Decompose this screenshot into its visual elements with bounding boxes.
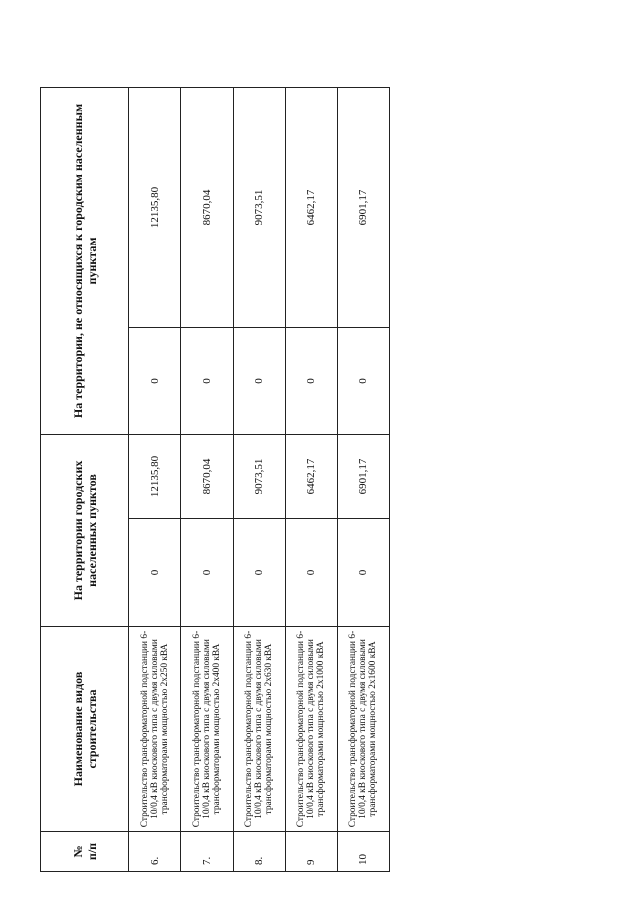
urban-value-b: 8670,04 <box>181 434 233 518</box>
row-number: 8. <box>233 832 285 872</box>
construction-cost-table <box>40 87 390 872</box>
row-number: 9 <box>285 832 337 872</box>
table-row <box>129 87 181 871</box>
table-body <box>41 87 390 871</box>
rural-value-a: 0 <box>181 327 233 434</box>
rural-value-b: 6901,17 <box>337 87 389 327</box>
rural-value-b: 9073,51 <box>233 87 285 327</box>
urban-value-b: 6901,17 <box>337 434 389 518</box>
row-number: 6. <box>129 832 181 872</box>
rural-value-b: 8670,04 <box>181 87 233 327</box>
construction-type-name: Строительство трансформаторной подстанции 6-10/0,4 кВ киоскового типа с двумя силовыми трансформаторами мощностью 2х400 кВА <box>181 627 233 832</box>
rural-value-a: 0 <box>337 327 389 434</box>
rotated-page <box>40 88 390 872</box>
urban-value-a: 0 <box>181 519 233 627</box>
urban-value-b: 12135,80 <box>129 434 181 518</box>
rural-value-a: 0 <box>233 327 285 434</box>
construction-type-name: Строительство трансформаторной подстанции 6-10/0,4 кВ киоскового типа с двумя силовыми трансформаторами мощностью 2х1600 кВА <box>337 627 389 832</box>
header-urban: На территории городских населенных пунктов <box>41 434 129 626</box>
row-number: 7. <box>181 832 233 872</box>
urban-value-a: 0 <box>233 519 285 627</box>
urban-value-b: 6462,17 <box>285 434 337 518</box>
row-number: 10 <box>337 832 389 872</box>
construction-type-name: Строительство трансформаторной подстанции 6-10/0,4 кВ киоскового типа с двумя силовыми трансформаторами мощностью 2х1000 кВА <box>285 627 337 832</box>
header-rural: На территории, не относящихся к городским населенным пунктам <box>41 87 129 434</box>
header-num: № п/п <box>41 832 129 872</box>
header-name: Наименование видов строительства <box>41 627 129 832</box>
urban-value-a: 0 <box>285 519 337 627</box>
rural-value-a: 0 <box>129 327 181 434</box>
rural-value-a: 0 <box>285 327 337 434</box>
table-row <box>181 87 233 871</box>
rural-value-b: 12135,80 <box>129 87 181 327</box>
urban-value-a: 0 <box>129 519 181 627</box>
construction-type-name: Строительство трансформаторной подстанции 6-10/0,4 кВ киоскового типа с двумя силовыми трансформаторами мощностью 2х630 кВА <box>233 627 285 832</box>
construction-type-name: Строительство трансформаторной подстанции 6-10/0,4 кВ киоскового типа с двумя силовыми трансформаторами мощностью 2х250 кВА <box>129 627 181 832</box>
urban-value-b: 9073,51 <box>233 434 285 518</box>
table-row <box>337 87 389 871</box>
urban-value-a: 0 <box>337 519 389 627</box>
rural-value-b: 6462,17 <box>285 87 337 327</box>
table-row <box>233 87 285 871</box>
header-row <box>41 87 129 871</box>
table-row <box>285 87 337 871</box>
